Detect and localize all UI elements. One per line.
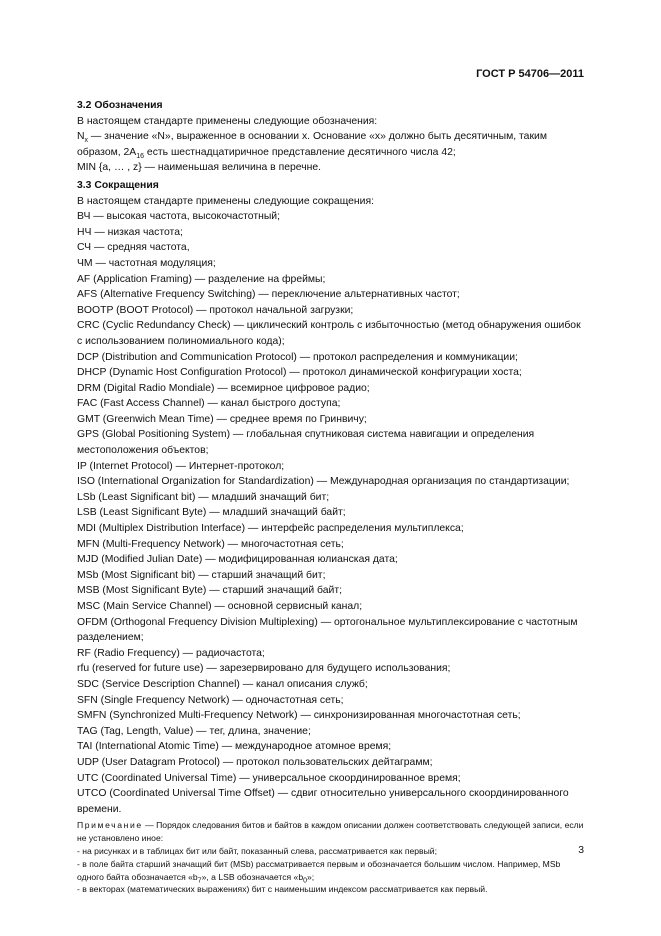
- abbreviation-item: UTCO (Coordinated Universal Time Offset) — сдвиг относительно универсального скоординированного времени.: [77, 788, 569, 815]
- abbreviation-item: ВЧ — высокая частота, высокочастотный;: [77, 211, 281, 223]
- document-header: ГОСТ Р 54706—2011: [476, 68, 584, 80]
- abbreviation-item: DHCP (Dynamic Host Configuration Protocol) — протокол динамической конфигурации хоста;: [77, 367, 522, 379]
- nx-definition: $N_x$ — значение «N», выраженное в основании x. Основание «x» должно быть десятичным, таким образом, $2A_{16}$ есть шестнадцатиричное представление десятичного числа 42;: [77, 131, 547, 160]
- section-heading-3-3: 3.3 Сокращения: [77, 179, 159, 191]
- min-definition: MIN {a, … , z} — наименьшая величина в перечне.: [77, 162, 322, 174]
- abbreviation-item: RF (Radio Frequency) — радиочастота;: [77, 647, 265, 659]
- abbreviation-item: BOOTP (BOOT Protocol) — протокол начальной загрузки;: [77, 304, 354, 316]
- abbreviation-item: SDC (Service Description Channel) — канал описания служб;: [77, 678, 368, 690]
- abbreviation-item: MDI (Multiplex Distribution Interface) — интерфейс распределения мультиплекса;: [77, 523, 464, 535]
- abbreviation-list: [77, 209, 585, 817]
- s32-intro: В настоящем стандарте применены следующие обозначения:: [77, 115, 378, 127]
- abbreviation-item: MSC (Main Service Channel) — основной сервисный канал;: [77, 601, 363, 612]
- abbreviation-item: GPS (Global Positioning System) — глобальная спутниковая система навигации и определения местоположения объектов;: [77, 429, 535, 457]
- abbreviation-item: LSb (Least Significant bit) — младший значащий бит;: [77, 491, 330, 503]
- abbreviation-item: SFN (Single Frequency Network) — одночастотная сеть;: [77, 694, 344, 706]
- note-line-1: - на рисунках и в таблицах бит или байт, показанный слева, рассматривается как первый;: [77, 845, 437, 856]
- abbreviation-item: ЧМ — частотная модуляция;: [77, 257, 216, 269]
- note-line-3: - в векторах (математических выражениях) бит с наименьшим индексом рассматривается как первый.: [77, 884, 488, 895]
- abbreviation-item: MFN (Multi-Frequency Network) — многочастотная сеть;: [77, 538, 344, 550]
- abbreviation-item: ISO (International Organization for Standardization) — Международная организация по стандартизации;: [77, 476, 570, 488]
- note-block: Примечание — Порядок следования битов и байтов в каждом описании должен соответствовать следующей записи, если не установлено иное: - на рисунках и в таблицах бит или байт, показанный слева, рассматривается как первый; - в поле байта старший значащий бит (MSb) рассматривается первым и обозначается большим числом. Например, MSb одного байта обозначается «$b_7$», а LSB обозначается «$b_0$»; - в векторах (математических выражениях) бит с наименьшим индексом рассматривается как первый.: [77, 820, 584, 895]
- abbreviation-item: TAG (Tag, Length, Value) — тег, длина, значение;: [77, 725, 311, 737]
- abbreviation-item: DRM (Digital Radio Mondiale) — всемирное цифровое радио;: [77, 382, 370, 394]
- abbreviation-item: FAC (Fast Access Channel) — канал быстрого доступа;: [77, 398, 341, 410]
- note-label: Примечание: [77, 820, 143, 831]
- abbreviation-item: LSB (Least Significant Byte) — младший значащий байт;: [77, 507, 346, 519]
- page-content: [77, 98, 585, 896]
- abbreviation-item: rfu (reserved for future use) — зарезервировано для будущего использования;: [77, 663, 451, 675]
- abbreviation-item: AF (Application Framing) — разделение на фреймы;: [77, 273, 326, 285]
- abbreviation-item: CRC (Cyclic Redundancy Check) — циклический контроль с избыточностью (метод обнаружения ошибок с использованием полиномиального кода);: [77, 320, 581, 347]
- abbreviation-item: MJD (Modified Julian Date) — модифицированная юлианская дата;: [77, 554, 398, 566]
- s33-intro: В настоящем стандарте применены следующие сокращения:: [77, 195, 374, 207]
- abbreviation-item: OFDM (Orthogonal Frequency Division Multiplexing) — ортогональное мультиплексирование с частотным разделением;: [77, 616, 578, 644]
- abbreviation-item: UTC (Coordinated Universal Time) — универсальное скоординированное время;: [77, 772, 461, 784]
- abbreviation-item: IP (Internet Protocol) — Интернет-протокол;: [77, 460, 285, 472]
- abbreviation-item: СЧ — средняя частота,: [77, 242, 190, 254]
- note-line-2: - в поле байта старший значащий бит (MSb) рассматривается первым и обозначается большим числом. Например, MSb одного байта обозначается «$b_7$», а LSB обозначается «$b_0$»;: [77, 858, 561, 885]
- page-number: 3: [578, 845, 584, 856]
- abbreviation-item: MSb (Most Significant bit) — старший значащий бит;: [77, 569, 326, 581]
- abbreviation-item: TAI (International Atomic Time) — международное атомное время;: [77, 741, 392, 753]
- section-heading-3-2: 3.2 Обозначения: [77, 100, 163, 111]
- abbreviation-item: AFS (Alternative Frequency Switching) — переключение альтернативных частот;: [77, 289, 460, 301]
- abbreviation-item: GMT (Greenwich Mean Time) — среднее время по Гринвичу;: [77, 413, 367, 425]
- abbreviation-item: UDP (User Datagram Protocol) — протокол пользовательских дейтаграмм;: [77, 756, 433, 768]
- abbreviation-item: MSB (Most Significant Byte) — старший значащий байт;: [77, 585, 342, 597]
- abbreviation-item: DCP (Distribution and Communication Protocol) — протокол распределения и коммуникации;: [77, 351, 518, 363]
- abbreviation-item: SMFN (Synchronized Multi-Frequency Network) — синхронизированная многочастотная сеть;: [77, 710, 521, 722]
- abbreviation-item: НЧ — низкая частота;: [77, 226, 183, 238]
